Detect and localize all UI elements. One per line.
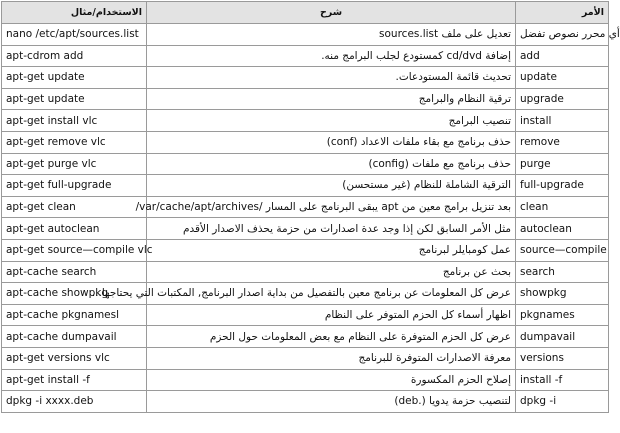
command-cell: dumpavail [516, 326, 609, 348]
table-row [2, 218, 609, 240]
table-row [2, 196, 609, 218]
description-cell: حذف برنامج مع بقاء ملفات الاعداد (conf) [147, 131, 516, 153]
usage-cell: apt-cache search [2, 261, 147, 283]
description-cell: عرض كل المعلومات عن برنامج معين بالتفصيل من بداية اصدار البرنامج, المكتبات التي يحتاجها... [147, 283, 516, 305]
description-cell: إضافة cd/dvd كمستودع لجلب البرامج منه. [147, 45, 516, 67]
description-cell: معرفة الاصدارات المتوفرة للبرنامج [147, 347, 516, 369]
table-row [2, 347, 609, 369]
description-cell: تعديل على ملف sources.list [147, 24, 516, 46]
command-cell: pkgnames [516, 304, 609, 326]
table-row [2, 391, 609, 413]
table-row [2, 239, 609, 261]
table-row [2, 326, 609, 348]
table-row [2, 110, 609, 132]
usage-cell: apt-cache pkgnamesl [2, 304, 147, 326]
header-usage: الاستخدام/مثال [2, 2, 147, 24]
description-cell: عرض كل الحزم المتوفرة على النظام مع بعض المعلومات حول الحزم [147, 326, 516, 348]
table-row [2, 283, 609, 305]
command-cell: remove [516, 131, 609, 153]
usage-cell: apt-get remove vlc [2, 131, 147, 153]
table-row [2, 131, 609, 153]
commands-table [1, 1, 620, 413]
command-cell: add [516, 45, 609, 67]
command-cell: autoclean [516, 218, 609, 240]
usage-cell: dpkg -i xxxx.deb [2, 391, 147, 413]
description-cell: عمل كومبايلر لبرنامج [147, 239, 516, 261]
usage-cell: apt-get source—compile vlc [2, 239, 147, 261]
table-row [2, 175, 609, 197]
command-cell: search [516, 261, 609, 283]
command-cell: showpkg [516, 283, 609, 305]
description-cell: إصلاح الحزم المكسورة [147, 369, 516, 391]
usage-cell: apt-cache showpkg [2, 283, 147, 305]
header-description: شرح [147, 2, 516, 24]
command-cell: full-upgrade [516, 175, 609, 197]
usage-cell: apt-get autoclean [2, 218, 147, 240]
table-row [2, 45, 609, 67]
command-cell: dpkg -i [516, 391, 609, 413]
table-body [2, 24, 620, 413]
usage-cell: apt-cdrom add [2, 45, 147, 67]
table-row [2, 369, 609, 391]
description-cell: الترقية الشاملة للنظام (غير مستحسن) [147, 175, 516, 197]
usage-cell: apt-get clean [2, 196, 147, 218]
description-cell: بعد تنزيل برامج معين من apt يبقى البرنامج على المسار /var/cache/apt/archives/ [147, 196, 516, 218]
command-cell: أي محرر نصوص تفضل [516, 24, 609, 46]
command-cell: purge [516, 153, 609, 175]
header-command: الأمر [516, 2, 609, 24]
description-cell: حذف برنامج مع ملفات (config) [147, 153, 516, 175]
usage-cell: apt-get install -f [2, 369, 147, 391]
usage-cell: nano /etc/apt/sources.list [2, 24, 147, 46]
usage-cell: apt-get update [2, 67, 147, 89]
command-cell: source—compile [516, 239, 609, 261]
description-cell: تحديث قائمة المستودعات. [147, 67, 516, 89]
command-cell: install -f [516, 369, 609, 391]
table-row [2, 304, 609, 326]
description-cell: اظهار أسماء كل الحزم المتوفر على النظام [147, 304, 516, 326]
table-row [2, 153, 609, 175]
command-cell: install [516, 110, 609, 132]
description-cell: لتنصيب حزمة يدويا (.deb) [147, 391, 516, 413]
usage-cell: apt-cache dumpavail [2, 326, 147, 348]
description-cell: ترقية النظام والبرامج [147, 88, 516, 110]
table-row [2, 67, 609, 89]
command-cell: versions [516, 347, 609, 369]
usage-cell: apt-get install vlc [2, 110, 147, 132]
usage-cell: apt-get versions vlc [2, 347, 147, 369]
usage-cell: apt-get update [2, 88, 147, 110]
description-cell: مثل الأمر السابق لكن إذا وجد عدة اصدارات من حزمة يحذف الاصدار الأقدم [147, 218, 516, 240]
usage-cell: apt-get purge vlc [2, 153, 147, 175]
header-row [2, 2, 609, 24]
command-cell: clean [516, 196, 609, 218]
table-row [2, 24, 609, 46]
command-cell: upgrade [516, 88, 609, 110]
command-cell: update [516, 67, 609, 89]
table-row [2, 261, 609, 283]
description-cell: تنصيب البرامج [147, 110, 516, 132]
description-cell: بحث عن برنامج [147, 261, 516, 283]
table-row [2, 88, 609, 110]
usage-cell: apt-get full-upgrade [2, 175, 147, 197]
